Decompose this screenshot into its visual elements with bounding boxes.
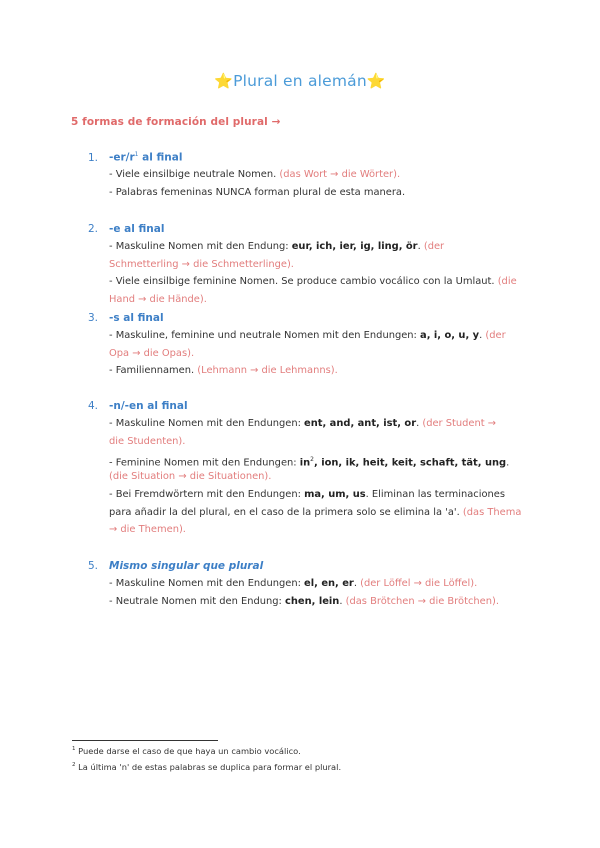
section-5-heading: 5. Mismo singular que plural [88, 560, 264, 572]
footnote-ref-1: 1 [134, 151, 139, 158]
section-2-line-1: - Maskuline Nomen mit den Endung: eur, ich, ier, ig, ling, ör. (der [109, 241, 445, 252]
section-4-heading: 4. -n/-en al final [88, 400, 188, 412]
section-4-line-7: → die Themen). [109, 524, 186, 535]
section-2-line-4: Hand → die Hände). [109, 294, 207, 305]
section-4-line-1: - Maskuline Nomen mit den Endungen: ent, and, ant, ist, or. (der Student → [109, 418, 497, 429]
section-3-line-1: - Maskuline, feminine und neutrale Nomen mit den Endungen: a, i, o, u, y. (der [109, 330, 506, 341]
section-3-heading: 3. -s al final [88, 312, 164, 324]
section-1-line-1: - Viele einsilbige neutrale Nomen. (das Wort → die Wörter). [109, 169, 401, 180]
section-1-line-2: - Palabras femeninas NUNCA forman plural de esta manera. [109, 187, 406, 198]
footnote-divider [72, 740, 218, 741]
section-1-heading: 1. $-er/r^1$ al final [88, 151, 183, 164]
section-3-line-3: - Familiennamen. (Lehmann → die Lehmanns). [109, 365, 338, 376]
section-5-line-1: - Maskuline Nomen mit den Endungen: el, en, er. (der Löffel → die Löffel). [109, 578, 478, 589]
footnote-ref-2: 2 [310, 456, 314, 463]
section-4-line-5: - Bei Fremdwörtern mit den Endungen: ma, um, us. Eliminan las terminaciones [109, 489, 505, 500]
section-4-line-2: die Studenten). [109, 436, 186, 447]
star-icon: ⭐ [366, 72, 386, 90]
section-4-line-3: - Feminine Nomen mit den Endungen: $in^2$, ion, ik, heit, keit, schaft, tät, ung. [109, 456, 510, 469]
section-2-heading: 2. -e al final [88, 223, 165, 235]
star-icon: ⭐ [214, 72, 234, 90]
section-3-line-2: Opa → die Opas). [109, 348, 195, 359]
intro-heading: 5 formas de formación del plural → [71, 116, 281, 128]
section-4-line-6: para añadir la del plural, en el caso de la primera solo se elimina la 'a'. (das Thema [109, 507, 522, 518]
page-title [0, 72, 600, 90]
section-5-line-2: - Neutrale Nomen mit den Endung: chen, lein. (das Brötchen → die Brötchen). [109, 596, 499, 607]
section-2-line-2: Schmetterling → die Schmetterlinge). [109, 259, 294, 270]
footnote-1: $^1$ Puede darse el caso de que haya un cambio vocálico. [72, 746, 301, 756]
title-text: Plural en alemán [233, 72, 367, 90]
footnote-2: $^2$ La última 'n' de estas palabras se duplica para formar el plural. [72, 762, 342, 772]
section-4-line-4: (die Situation → die Situationen). [109, 471, 272, 482]
section-2-line-3: - Viele einsilbige feminine Nomen. Se produce cambio vocálico con la Umlaut. (die [109, 276, 517, 287]
